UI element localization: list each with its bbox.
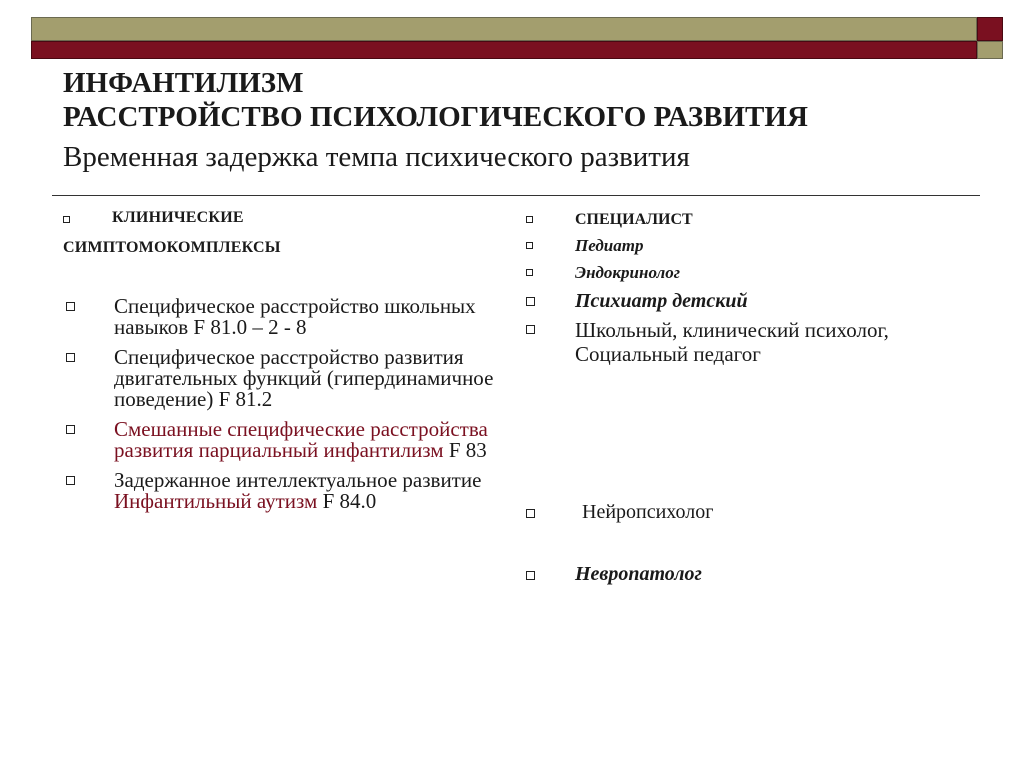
specialist-column (524, 210, 994, 366)
corner-square-olive (977, 41, 1003, 59)
specialist-heading-text: СПЕЦИАЛИСТ (575, 211, 693, 228)
clinical-heading-line-1: КЛИНИЧЕСКИЕ (112, 209, 244, 226)
square-bullet-icon (526, 325, 535, 334)
specialist-item-text: Школьный, клинический психолог, Социальный педагог (575, 318, 889, 366)
square-bullet-icon (63, 216, 70, 223)
title-line-1: ИНФАНТИЛИЗМ (63, 67, 304, 99)
list-item (63, 347, 503, 410)
list-item-text: Специфическое расстройство школьных навыков F 81.0 – 2 - 8 (114, 294, 476, 339)
specialist-item-endocrinologist (524, 263, 994, 290)
square-bullet-icon (526, 571, 535, 580)
clinical-column (63, 208, 494, 513)
list-item-text: Задержанное интеллектуальное развитие (114, 468, 482, 492)
square-bullet-icon (66, 353, 75, 362)
list-item (63, 419, 503, 461)
list-item-text-highlight: Инфантильный аутизм (114, 489, 318, 513)
slide-title (63, 66, 983, 174)
specialist-item-psychologist (524, 318, 935, 366)
square-bullet-icon (526, 269, 533, 276)
title-line-2: РАССТРОЙСТВО ПСИХОЛОГИЧЕСКОГО РАЗВИТИЯ (63, 101, 808, 133)
specialist-item-neuropsychologist (524, 501, 713, 523)
square-bullet-icon (526, 297, 535, 306)
square-bullet-icon (66, 302, 75, 311)
specialist-item-text: Эндокринолог (575, 263, 681, 282)
specialist-item-text: Педиатр (575, 236, 644, 255)
list-item (63, 296, 503, 338)
slide-subtitle: Временная задержка темпа психического развития (63, 141, 690, 173)
list-item-text: Специфическое расстройство развития двигательных функций (гипердинамичное поведение) F 81.2 (114, 345, 494, 411)
top-bar-red (31, 41, 977, 59)
specialist-item-child-psychiatrist (524, 290, 994, 318)
clinical-list (63, 296, 503, 521)
list-item-code: F 84.0 (317, 489, 377, 513)
specialist-heading (524, 210, 994, 236)
square-bullet-icon (66, 476, 75, 485)
specialist-item-text: Невропатолог (575, 563, 702, 585)
corner-square-red (977, 17, 1003, 41)
specialist-item-neurologist (524, 563, 702, 585)
square-bullet-icon (526, 509, 535, 518)
square-bullet-icon (526, 216, 533, 223)
list-item (63, 470, 503, 512)
square-bullet-icon (66, 425, 75, 434)
clinical-heading-line-2: СИМПТОМОКОМПЛЕКСЫ (63, 239, 281, 256)
top-bar-olive (31, 17, 977, 41)
list-item-text-highlight: Смешанные специфические расстройства развития парциальный инфантилизм (114, 417, 488, 462)
clinical-heading (63, 208, 493, 258)
specialist-item-text: Психиатр детский (575, 290, 748, 312)
list-item-code: F 83 (443, 438, 487, 462)
specialist-item-text: Нейропсихолог (582, 501, 714, 523)
specialist-item-pediatrician (524, 236, 994, 263)
title-divider (52, 195, 980, 196)
square-bullet-icon (526, 242, 533, 249)
